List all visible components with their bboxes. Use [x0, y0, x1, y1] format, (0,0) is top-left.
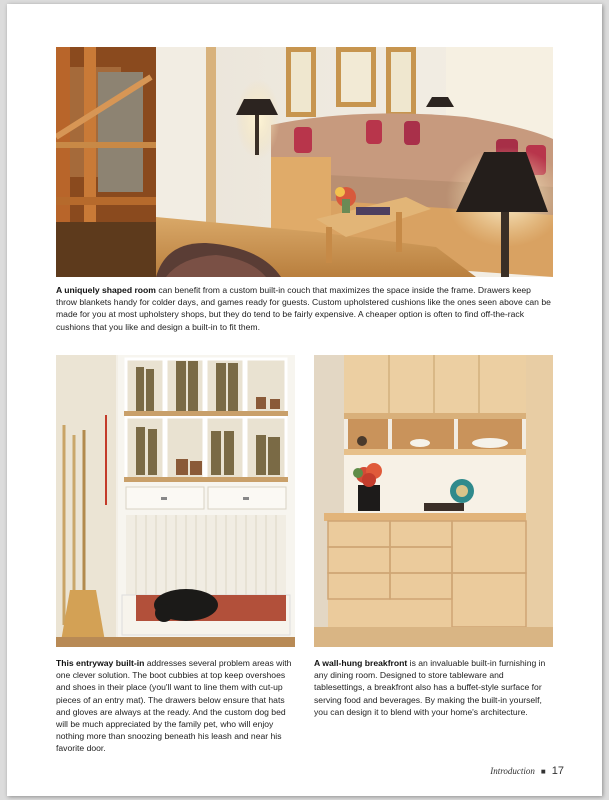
page-footer — [490, 765, 564, 777]
entryway-photo — [56, 355, 295, 647]
caption-living-room — [56, 284, 553, 333]
breakfront-photo — [314, 355, 553, 647]
caption-breakfront — [314, 657, 554, 718]
footer-section-title: Introduction — [490, 766, 535, 776]
page-number: 17 — [551, 765, 564, 777]
book-page — [7, 4, 602, 796]
caption-entryway-body: addresses several problem areas with one clever solution. The boot cubbies at top keep overshoes and shoes in their place (you'll want to line them with cut-up pieces of an entry mat). The drawers below ensure that hats and gloves are always at the ready. And the custom dog bed will be much appreciated by the family pet, who will enjoy nothing more than snoozing beneath his leash and near his favorite door. — [56, 658, 292, 754]
caption-breakfront-lead: A wall-hung breakfront — [314, 658, 408, 668]
caption-entryway — [56, 657, 299, 755]
caption-entryway-lead: This entryway built-in — [56, 658, 145, 668]
caption-living-room-lead: A uniquely shaped room — [56, 285, 156, 295]
living-room-photo — [56, 47, 553, 277]
caption-breakfront-body: is an invaluable built-in furnishing in any dining room. Designed to store tableware and tablesettings, a breakfront also has a buffet-style surface for serving food and beverages. By making the built-in yourself, you can design it to blend with your home's architecture. — [314, 658, 546, 717]
footer-separator: ■ — [540, 767, 546, 776]
caption-living-room-body: can benefit from a custom built-in couch that maximizes the space inside the frame. Drawers keep throw blankets handy for colder days, and games ready for guests. Custom upholstered cushions like the ones seen above can be made for you at most upholstery shops, but they do tend to be fairly expensive. A cheaper option is often to find off-the-rack cushions that you like and design a built-in to fit them. — [56, 285, 551, 332]
